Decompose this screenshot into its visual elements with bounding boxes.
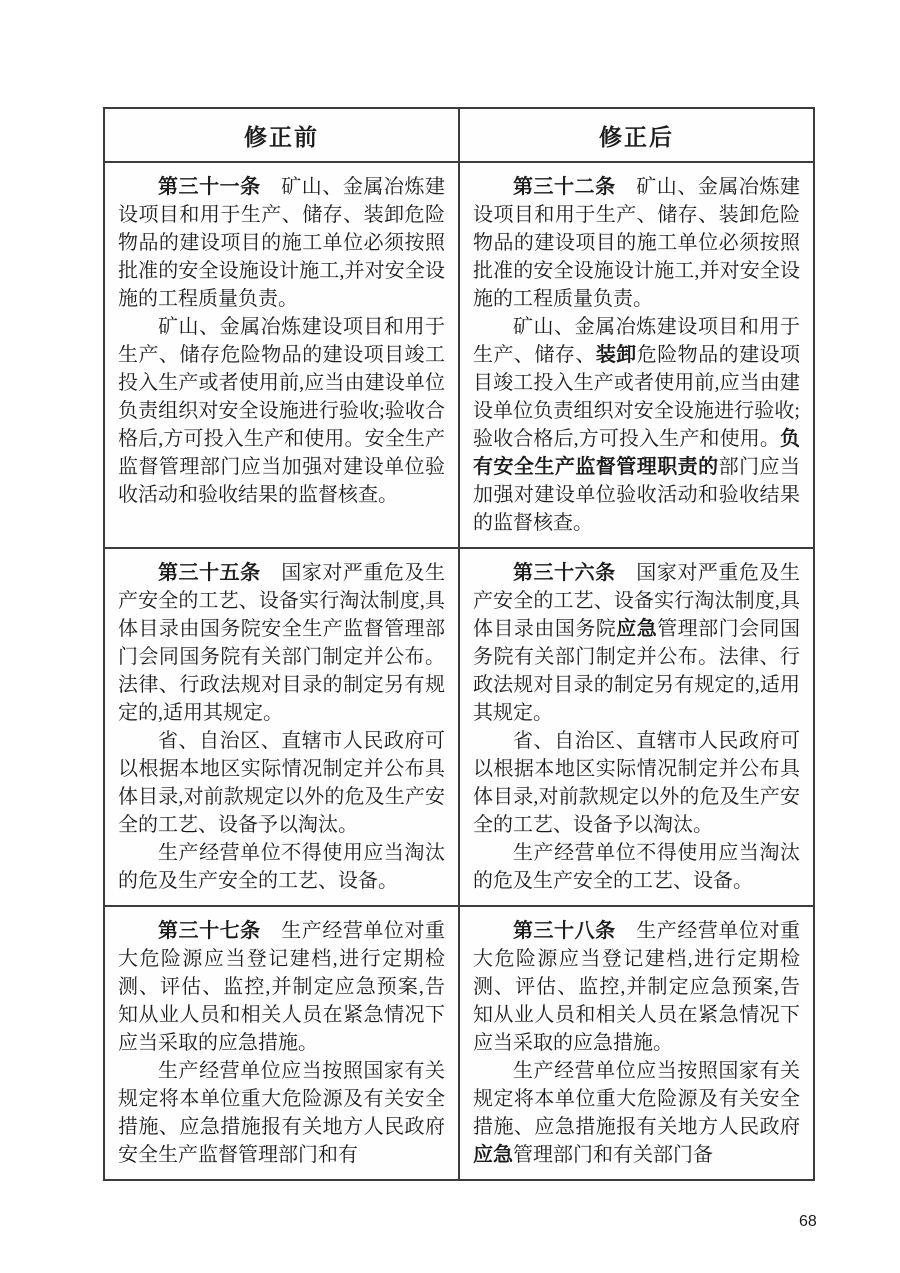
amended-text: 第三十七条 [158,920,261,942]
paragraph [118,173,445,313]
amended-text: 第三十一条 [158,176,261,198]
amended-text: 第三十八条 [513,920,616,942]
table-row [104,162,814,548]
paragraph [473,1057,800,1169]
amended-text: 第三十六条 [513,562,616,584]
amended-text: 负有安全生产监督管理职责的 [473,428,800,478]
table-cell [104,548,459,906]
table-cell [459,162,814,548]
amended-text: 第三十五条 [158,562,261,584]
text-segment: 生产经营单位不得使用应当淘汰的危及生产安全的工艺、设备。 [473,842,800,892]
paragraph [473,839,800,895]
page-number: 68 [799,1213,817,1230]
table-header [104,108,814,162]
amendment-comparison-table [103,107,815,1181]
column-header-after: 修正后 [459,108,814,162]
table-cell [104,906,459,1180]
text-segment: 矿山、金属冶炼建设项目和用于生产、储存危险物品的建设项目竣工投入生产或者使用前,应当由建设单位负责组织对安全设施进行验收;验收合格后,方可投入生产和使用。安全生产监督管理部门应当加强对建设单位验收活动和验收结果的监督核查。 [118,316,445,506]
paragraph [118,1057,445,1169]
paragraph [473,917,800,1057]
text-segment: 生产经营单位应当按照国家有关规定将本单位重大危险源及有关安全措施、应急措施报有关地方人民政府 [473,1060,800,1138]
text-segment: 国家对严重危及生产安全的工艺、设备实行淘汰制度,具体目录由国务院安全生产监督管理部门会同国务院有关部门制定并公布。法律、行政法规对目录的制定另有规定的,适用其规定。 [118,562,446,724]
amended-text: 第三十二条 [513,176,616,198]
text-segment: 危险物品的建设项目竣工投入生产或者使用前,应当由建设单位负责组织对安全设施进行验收;验收合格后,方可投入生产和使用。 [473,344,801,450]
text-segment: 矿山、金属冶炼建设项目和用于生产、储存、装卸危险物品的建设项目的施工单位必须按照批准的安全设施设计施工,并对安全设施的工程质量负责。 [473,176,801,310]
text-segment: 矿山、金属冶炼建设项目和用于生产、储存、 [473,316,800,366]
text-segment: 生产经营单位不得使用应当淘汰的危及生产安全的工艺、设备。 [118,842,445,892]
text-segment: 生产经营单位对重大危险源应当登记建档,进行定期检测、评估、监控,并制定应急预案,告知从业人员和相关人员在紧急情况下应当采取的应急措施。 [473,920,801,1054]
table-cell [459,906,814,1180]
amended-text: 应急 [616,618,658,640]
paragraph [118,727,445,839]
text-segment: 国家对严重危及生产安全的工艺、设备实行淘汰制度,具体目录由国务院 [473,562,801,640]
paragraph [118,917,445,1057]
table-body [104,162,814,1180]
paragraph [118,313,445,509]
text-segment: 生产经营单位应当按照国家有关规定将本单位重大危险源及有关安全措施、应急措施报有关地方人民政府安全生产监督管理部门和有 [118,1060,445,1166]
text-segment: 管理部门会同国务院有关部门制定并公布。法律、行政法规对目录的制定另有规定的,适用其规定。 [473,618,801,724]
text-segment: 省、自治区、直辖市人民政府可以根据本地区实际情况制定并公布具体目录,对前款规定以外的危及生产安全的工艺、设备予以淘汰。 [473,730,800,836]
text-segment: 生产经营单位对重大危险源应当登记建档,进行定期检测、评估、监控,并制定应急预案,告知从业人员和相关人员在紧急情况下应当采取的应急措施。 [118,920,446,1054]
table-row [104,548,814,906]
header-row [104,108,814,162]
amended-text: 应急 [473,1144,513,1166]
table-cell [104,162,459,548]
paragraph [118,839,445,895]
paragraph [118,559,445,727]
text-segment: 管理部门和有关部门备 [513,1144,713,1166]
amended-text: 装卸 [595,344,637,366]
paragraph [473,727,800,839]
column-header-before: 修正前 [104,108,459,162]
table-cell [459,548,814,906]
text-segment: 矿山、金属冶炼建设项目和用于生产、储存、装卸危险物品的建设项目的施工单位必须按照批准的安全设施设计施工,并对安全设施的工程质量负责。 [118,176,446,310]
text-segment: 部门应当加强对建设单位验收活动和验收结果的监督核查。 [473,456,801,534]
table-row [104,906,814,1180]
text-segment: 省、自治区、直辖市人民政府可以根据本地区实际情况制定并公布具体目录,对前款规定以外的危及生产安全的工艺、设备予以淘汰。 [118,730,445,836]
paragraph [473,313,800,537]
paragraph [473,559,800,727]
paragraph [473,173,800,313]
